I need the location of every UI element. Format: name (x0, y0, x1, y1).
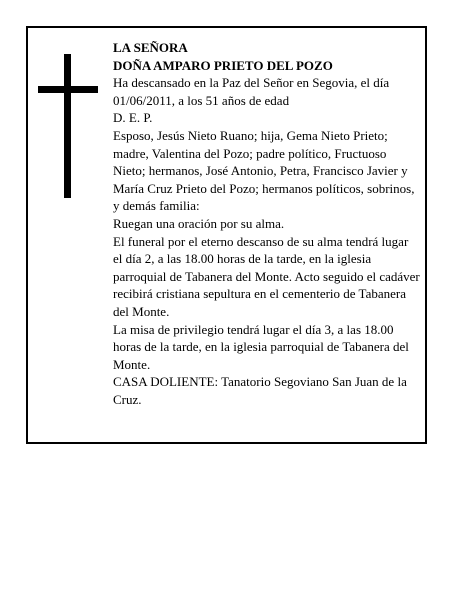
rip-text: D. E. P. (113, 110, 153, 126)
prayer-request: Ruegan una oración por su alma. (113, 215, 285, 231)
cross-vertical-bar (64, 54, 71, 198)
title-line-2: DOÑA AMPARO PRIETO DEL POZO (113, 57, 333, 73)
death-statement: Ha descansado en la Paz del Señor en Segovia, el día 01/06/2011, a los 51 años de edad (113, 75, 390, 108)
funeral-details: El funeral por el eterno descanso de su alma tendrá lugar el día 2, a las 18.00 horas de la tarde, en la iglesia parroquial de Tabanera del Monte. Acto seguido el cadáver recibirá cristiana sepultura en el cementerio de Tabanera del Monte. (113, 233, 420, 319)
family-list: Esposo, Jesús Nieto Ruano; hija, Gema Nieto Prieto; madre, Valentina del Pozo; padre político, Fructuoso Nieto; hermanos, José Antonio, Petra, Francisco Javier y María Cruz Prieto del Pozo; hermanos políticos, sobrinos, y demás familia: (113, 127, 415, 214)
title-line-1: LA SEÑORA (113, 40, 188, 55)
cross-icon (38, 54, 98, 198)
notice-text (113, 39, 420, 408)
cross-horizontal-bar (38, 86, 98, 93)
mass-details: La misa de privilegio tendrá lugar el día 3, a las 18.00 horas de la tarde, en la iglesia parroquial de Tabanera del Monte. (113, 321, 409, 372)
mourning-house: CASA DOLIENTE: Tanatorio Segoviano San Juan de la Cruz. (113, 374, 407, 407)
